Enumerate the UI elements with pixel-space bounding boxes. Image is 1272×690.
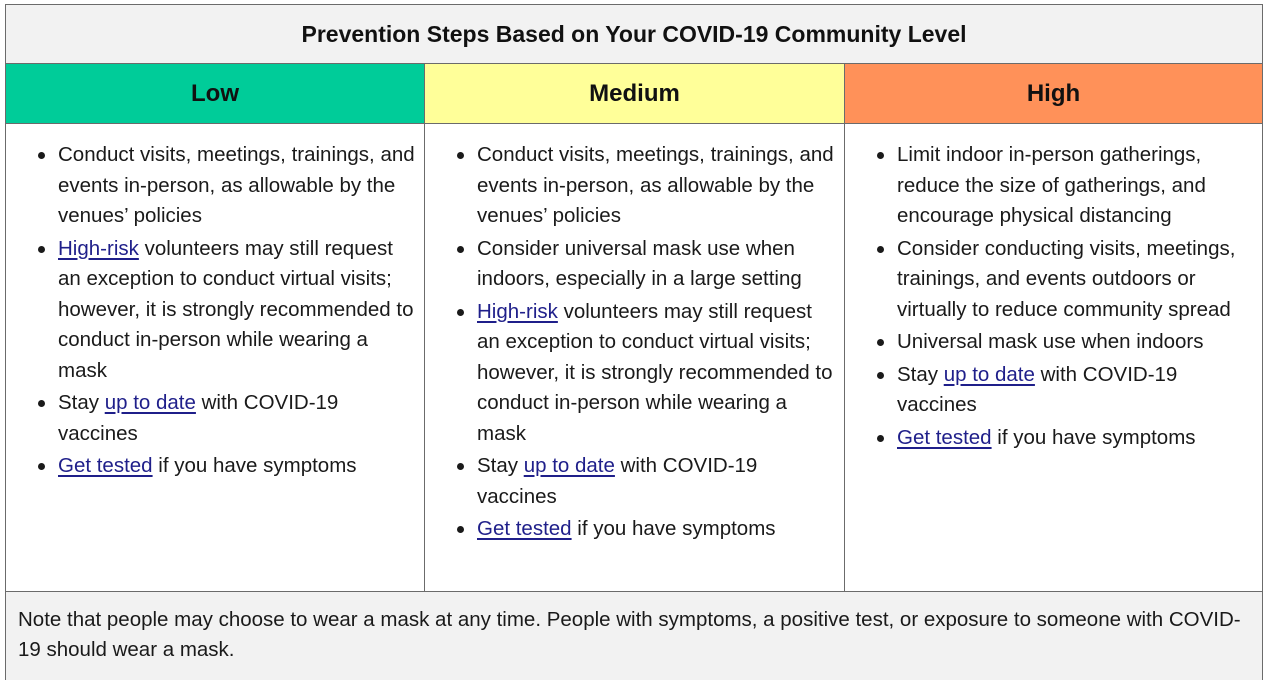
item-text: Limit indoor in-person gatherings, reduce the size of gatherings, and encourage physical distancing [897,143,1206,227]
item-text: Stay [477,454,524,477]
high-risk-link[interactable]: High-risk [58,236,139,260]
list-item [897,327,1254,358]
list-item [477,514,836,545]
up-to-date-link[interactable]: up to date [943,362,1035,386]
item-text: volunteers may still request an exception to conduct virtual visits; however, it is strongly recommended to conduct in-person while wearing a mask [58,236,414,382]
item-text: volunteers may still request an exception to conduct virtual visits; however, it is strongly recommended to conduct in-person while wearing a mask [477,299,833,445]
item-text: if you have symptoms [991,425,1196,449]
medium-steps-list [435,140,836,545]
list-item [58,451,416,482]
high-steps-list [855,140,1254,453]
item-text: with COVID-19 vaccines [897,362,1178,416]
item-text: if you have symptoms [152,454,357,477]
mask-note: Note that people may choose to wear a mask at any time. People with symptoms, a positive test, or exposure to someone with COVID-19 should wear a mask. [6,592,1262,680]
item-text: Stay [58,391,105,414]
list-item [58,140,416,232]
high-risk-link[interactable]: High-risk [477,299,558,323]
up-to-date-link[interactable]: up to date [104,391,196,414]
item-text: with COVID-19 vaccines [477,454,758,508]
prevention-table [5,4,1263,680]
item-text: with COVID-19 vaccines [58,391,339,445]
item-text: Consider universal mask use when indoors, especially in a large setting [477,236,802,290]
item-text: if you have symptoms [571,517,776,540]
list-item [897,360,1254,421]
level-low-header: Low [6,64,425,123]
item-text: Conduct visits, meetings, trainings, and events in-person, as allowable by the venues’ policies [58,143,415,227]
low-steps-cell [6,124,425,591]
item-text: Consider conducting visits, meetings, trainings, and events outdoors or virtually to reduce community spread [897,236,1236,321]
level-header-row [6,64,1262,124]
list-item [58,388,416,449]
item-text: Universal mask use when indoors [897,330,1204,353]
up-to-date-link[interactable]: up to date [523,454,615,477]
list-item [477,297,836,450]
list-item [477,451,836,512]
get-tested-link[interactable]: Get tested [477,517,572,540]
get-tested-link[interactable]: Get tested [897,425,992,449]
list-item [897,234,1254,326]
item-text: Stay [897,362,944,386]
medium-steps-cell [425,124,845,591]
list-item [477,234,836,295]
level-high-header: High [845,64,1262,123]
steps-row [6,124,1262,592]
high-steps-cell [845,124,1262,591]
list-item [897,423,1254,454]
list-item [58,234,416,387]
table-title: Prevention Steps Based on Your COVID-19 Community Level [6,5,1262,64]
level-medium-header: Medium [425,64,845,123]
get-tested-link[interactable]: Get tested [58,454,153,477]
list-item [897,140,1254,232]
list-item [477,140,836,232]
item-text: Conduct visits, meetings, trainings, and events in-person, as allowable by the venues’ policies [477,143,834,227]
low-steps-list [16,140,416,482]
